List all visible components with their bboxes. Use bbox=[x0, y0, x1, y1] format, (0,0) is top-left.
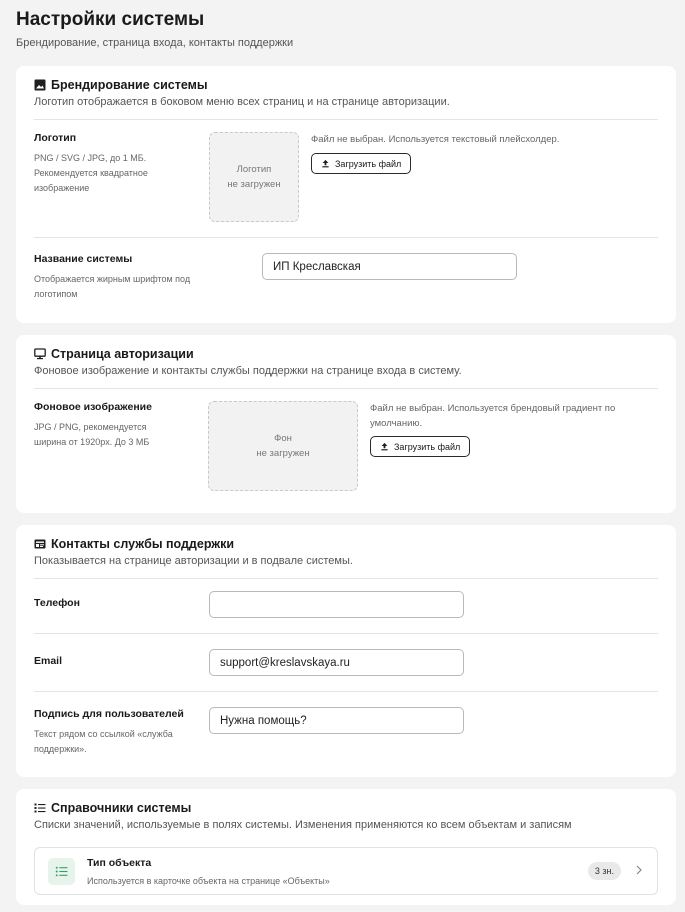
monitor-icon bbox=[34, 348, 46, 360]
login-page-card-title bbox=[34, 346, 658, 362]
logo-label: Логотип bbox=[34, 132, 77, 144]
system-name-label: Название системы bbox=[34, 253, 133, 265]
signature-hint: Текст рядом со ссылкой «служба поддержки». bbox=[34, 729, 173, 754]
email-row bbox=[34, 634, 658, 691]
branding-description: Логотип отображается в боковом меню всех страниц и на странице авторизации. bbox=[34, 96, 450, 108]
support-card-title bbox=[34, 536, 658, 552]
references-description: Списки значений, используемые в полях системы. Изменения применяются ко всем объектам и записям bbox=[34, 819, 572, 831]
branding-card bbox=[16, 66, 676, 323]
login-page-card bbox=[16, 335, 676, 513]
branding-title-text: Брендирование системы bbox=[51, 78, 208, 92]
login-page-title-text: Страница авторизации bbox=[51, 347, 194, 361]
phone-input[interactable] bbox=[209, 591, 464, 618]
logo-hint: PNG / SVG / JPG, до 1 МБ. Рекомендуется квадратное изображение bbox=[34, 153, 148, 193]
references-card bbox=[16, 789, 676, 905]
page-title: Настройки системы bbox=[16, 9, 205, 30]
background-label: Фоновое изображение bbox=[34, 401, 152, 413]
upload-icon bbox=[321, 159, 330, 168]
references-title-text: Справочники системы bbox=[51, 801, 192, 815]
login-page-card-header bbox=[34, 335, 658, 377]
branding-card-title bbox=[34, 77, 658, 93]
page-header bbox=[16, 8, 293, 49]
phone-row bbox=[34, 579, 658, 633]
email-label: Email bbox=[34, 655, 63, 667]
support-title-text: Контакты службы поддержки bbox=[51, 537, 235, 551]
reference-item-count-badge: 3 зн. bbox=[588, 862, 621, 880]
logo-upload-note: Файл не выбран. Используется текстовый плейсхолдер. bbox=[311, 134, 560, 145]
logo-row bbox=[34, 120, 658, 237]
support-card-header bbox=[34, 525, 658, 567]
login-page-description: Фоновое изображение и контакты службы поддержки на странице входа в систему. bbox=[34, 365, 462, 377]
reference-item-icon bbox=[48, 858, 75, 885]
background-dropzone[interactable]: Фон не загружен bbox=[208, 401, 358, 491]
list-icon bbox=[34, 802, 46, 814]
list-icon bbox=[55, 865, 68, 878]
branding-card-header bbox=[34, 66, 658, 108]
references-card-header bbox=[34, 789, 658, 831]
contact-card-icon bbox=[34, 538, 46, 550]
background-hint: JPG / PNG, рекомендуется ширина от 1920px. До 3 МБ bbox=[34, 422, 150, 447]
reference-item-title: Тип объекта bbox=[87, 857, 152, 869]
phone-label: Телефон bbox=[34, 597, 80, 609]
reference-item-object-type[interactable] bbox=[34, 847, 658, 895]
system-name-row bbox=[34, 238, 658, 318]
background-row bbox=[34, 389, 658, 509]
upload-icon bbox=[380, 442, 389, 451]
background-upload-note: Файл не выбран. Используется брендовый градиент по умолчанию. bbox=[370, 403, 616, 429]
signature-row bbox=[34, 692, 658, 772]
support-description: Показывается на странице авторизации и в подвале системы. bbox=[34, 555, 353, 567]
logo-dropzone[interactable]: Логотип не загружен bbox=[209, 132, 299, 222]
email-input[interactable] bbox=[209, 649, 464, 676]
background-upload-button[interactable]: Загрузить файл bbox=[370, 436, 470, 457]
logo-upload-button[interactable]: Загрузить файл bbox=[311, 153, 411, 174]
references-card-title bbox=[34, 800, 658, 816]
image-icon bbox=[34, 79, 46, 91]
support-card bbox=[16, 525, 676, 777]
signature-input[interactable] bbox=[209, 707, 464, 734]
reference-item-description: Используется в карточке объекта на странице «Объекты» bbox=[87, 876, 330, 886]
page-subtitle: Брендирование, страница входа, контакты поддержки bbox=[16, 37, 294, 49]
system-name-input[interactable] bbox=[262, 253, 517, 280]
system-name-hint: Отображается жирным шрифтом под логотипом bbox=[34, 274, 191, 299]
signature-label: Подпись для пользователей bbox=[34, 708, 184, 720]
chevron-right-icon bbox=[635, 865, 643, 875]
